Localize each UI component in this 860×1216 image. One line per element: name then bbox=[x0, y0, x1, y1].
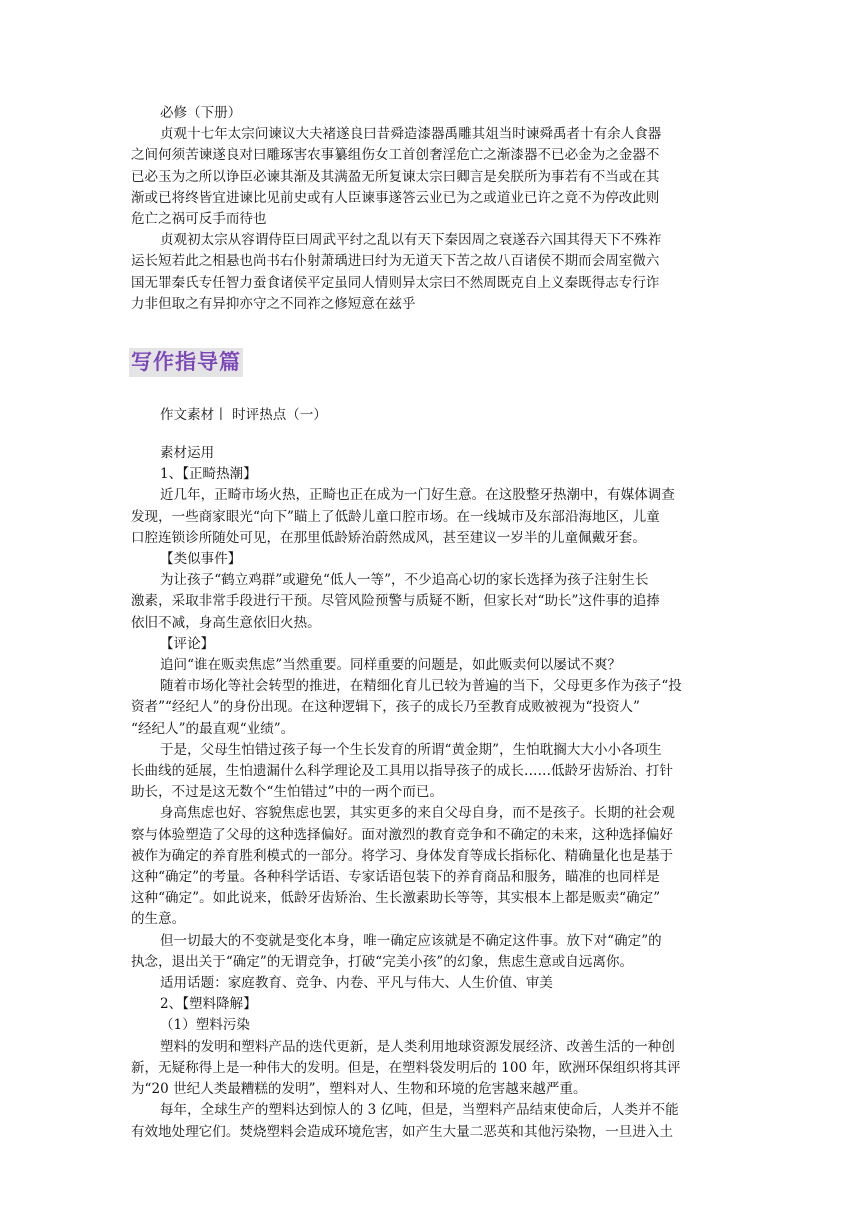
subtitle-block bbox=[131, 405, 731, 426]
paragraph-line: 资者”“经纪人”的身份出现。在这种逻辑下，孩子的成长乃至教育成败被视为“投资人” bbox=[131, 699, 641, 716]
paragraph-line: 这种“确定”的考量。各种科学话语、专家话语包装下的养育商品和服务，瞄准的也同样是 bbox=[131, 869, 660, 886]
paragraph-line: 近几年，正畸市场火热，正畸也正在成为一门好生意。在这股整牙热潮中，有媒体调查 bbox=[160, 487, 675, 504]
topics-line: 适用话题：家庭教育、竞争、内卷、平凡与伟大、人生价值、审美 bbox=[160, 975, 553, 992]
paragraph-line: 渐或已将终皆宜进谏比见前史或有人臣谏事遂答云业已为之或道业已许之竟不为停改此则 bbox=[131, 189, 660, 206]
paragraph-line: 已必玉为之所以诤臣必谏其渐及其满盈无所复谏太宗曰卿言是矣朕所为事若有不当或在其 bbox=[131, 168, 660, 185]
paragraph-line: 塑料的发明和塑料产品的迭代更新，是人类利用地球资源发展经济、改善生活的一种创 bbox=[160, 1038, 675, 1055]
paragraph-line: 为让孩子“鹤立鸡群”或避免“低人一等”，不少追高心切的家长选择为孩子注射生长 bbox=[160, 572, 649, 589]
paragraph-line: 这种“确定”。如此说来，低龄牙齿矫治、生长激素助长等等，其实根本上都是贩卖“确定” bbox=[131, 890, 661, 907]
paragraph-line: 运长短若此之相悬也尚书右仆射萧瑀进曰纣为无道天下苦之故八百诸侯不期而会周室微六 bbox=[131, 253, 660, 270]
subsection-label: 【评论】 bbox=[160, 635, 215, 652]
paragraph-line: 贞观十七年太宗问谏议大夫褚遂良曰昔舜造漆器禹雕其俎当时谏舜禹者十有余人食器 bbox=[160, 126, 662, 143]
paragraph-line: 新，无疑称得上是一种伟大的发明。但是，在塑料袋发明后的 100 年，欧洲环保组织将其评 bbox=[131, 1059, 681, 1076]
paragraph-line: 贞观初太宗从容谓侍臣曰周武平纣之乱以有天下秦因周之衰遂吞六国其得天下不殊祚 bbox=[160, 232, 662, 249]
paragraph-line: 的生意。 bbox=[131, 911, 186, 928]
paragraph-line: 依旧不减，身高生意依旧火热。 bbox=[131, 614, 321, 631]
paragraph-line: 被作为确定的养育胜利模式的一部分。将学习、身体发育等成长指标化、精确量化也是基于 bbox=[131, 847, 673, 864]
paragraph-line: 察与体验塑造了父母的这种选择偏好。面对激烈的教育竞争和不确定的未来，这种选择偏好 bbox=[131, 826, 673, 843]
paragraph-line: 身高焦虑也好、容貌焦虑也罢，其实更多的来自父母自身，而不是孩子。长期的社会观 bbox=[160, 805, 675, 822]
section-label: 必修（下册） bbox=[160, 105, 242, 121]
paragraph-line: 危亡之祸可反手而待也 bbox=[131, 211, 267, 228]
paragraph-line: 追问“谁在贩卖焦虑”当然重要。同样重要的问题是，如此贩卖何以屡试不爽？ bbox=[160, 657, 622, 674]
paragraph-line: 国无罪秦氏专任智力蚕食诸侯平定虽同人情则异太宗曰不然周既克自上义秦既得志专行诈 bbox=[131, 274, 660, 291]
paragraph-line: “经纪人”的最直观“业绩”。 bbox=[131, 720, 295, 737]
section-heading: 写作指导篇 bbox=[129, 348, 243, 377]
paragraph-line: 为“20 世纪人类最糟糕的发明”，塑料对人、生物和环境的危害越来越严重。 bbox=[131, 1081, 587, 1098]
paragraph-line: 随着市场化等社会转型的推进，在精细化育儿已较为普遍的当下，父母更多作为孩子“投 bbox=[160, 678, 682, 695]
paragraph-line: 之间何须苦谏遂良对曰雕琢害农事纂组伤女工首创奢淫危亡之渐漆器不已必金为之金器不 bbox=[131, 147, 660, 164]
paragraph-line: 发现，一些商家眼光“向下”瞄上了低龄儿童口腔市场。在一线城市及东部沿海地区，儿童 bbox=[131, 508, 660, 525]
paragraph-line: 有效地处理它们。焚烧塑料会造成环境危害，如产生大量二恶英和其他污染物，一旦进入土 bbox=[131, 1123, 673, 1140]
classical-text-section bbox=[131, 103, 731, 315]
paragraph-line: 助长，不过是这无数个“生怕错过”中的一两个而已。 bbox=[131, 784, 444, 801]
topic-title: 1、【正畸热潮】 bbox=[160, 466, 257, 483]
paragraph-line: 每年，全球生产的塑料达到惊人的 3 亿吨，但是，当塑料产品结束使命后，人类并不能 bbox=[160, 1102, 679, 1119]
paragraph-line: 但一切最大的不变就是变化本身，唯一确定应该就是不确定这件事。放下对“确定”的 bbox=[160, 932, 662, 949]
topic-title: 2、【塑料降解】 bbox=[160, 996, 257, 1013]
paragraph-line: 口腔连锁诊所随处可见，在那里低龄矫治蔚然成风，甚至建议一岁半的儿童佩戴牙套。 bbox=[131, 529, 646, 546]
essay-material-section bbox=[131, 443, 731, 1143]
subsection-label: （1）塑料污染 bbox=[160, 1017, 250, 1034]
paragraph-line: 激素，采取非常手段进行干预。尽管风险预警与质疑不断，但家长对“助长”这件事的追捧 bbox=[131, 593, 660, 610]
paragraph-line: 于是，父母生怕错过孩子每一个生长发育的所谓“黄金期”，生怕耽搁大大小小各项生 bbox=[160, 741, 662, 758]
paragraph-line: 执念，退出关于“确定”的无谓竞争，打破“完美小孩”的幻象，焦虑生意或自远离你。 bbox=[131, 953, 634, 970]
paragraph-line: 长曲线的延展，生怕遗漏什么科学理论及工具用以指导孩子的成长……低龄牙齿矫治、打针 bbox=[131, 763, 673, 780]
subsection-label: 素材运用 bbox=[160, 445, 215, 461]
subsection-label: 【类似事件】 bbox=[160, 551, 242, 568]
subtitle: 作文素材丨 时评热点（一） bbox=[160, 407, 327, 423]
paragraph-line: 力非但取之有异抑亦守之不同祚之修短意在兹乎 bbox=[131, 295, 416, 312]
